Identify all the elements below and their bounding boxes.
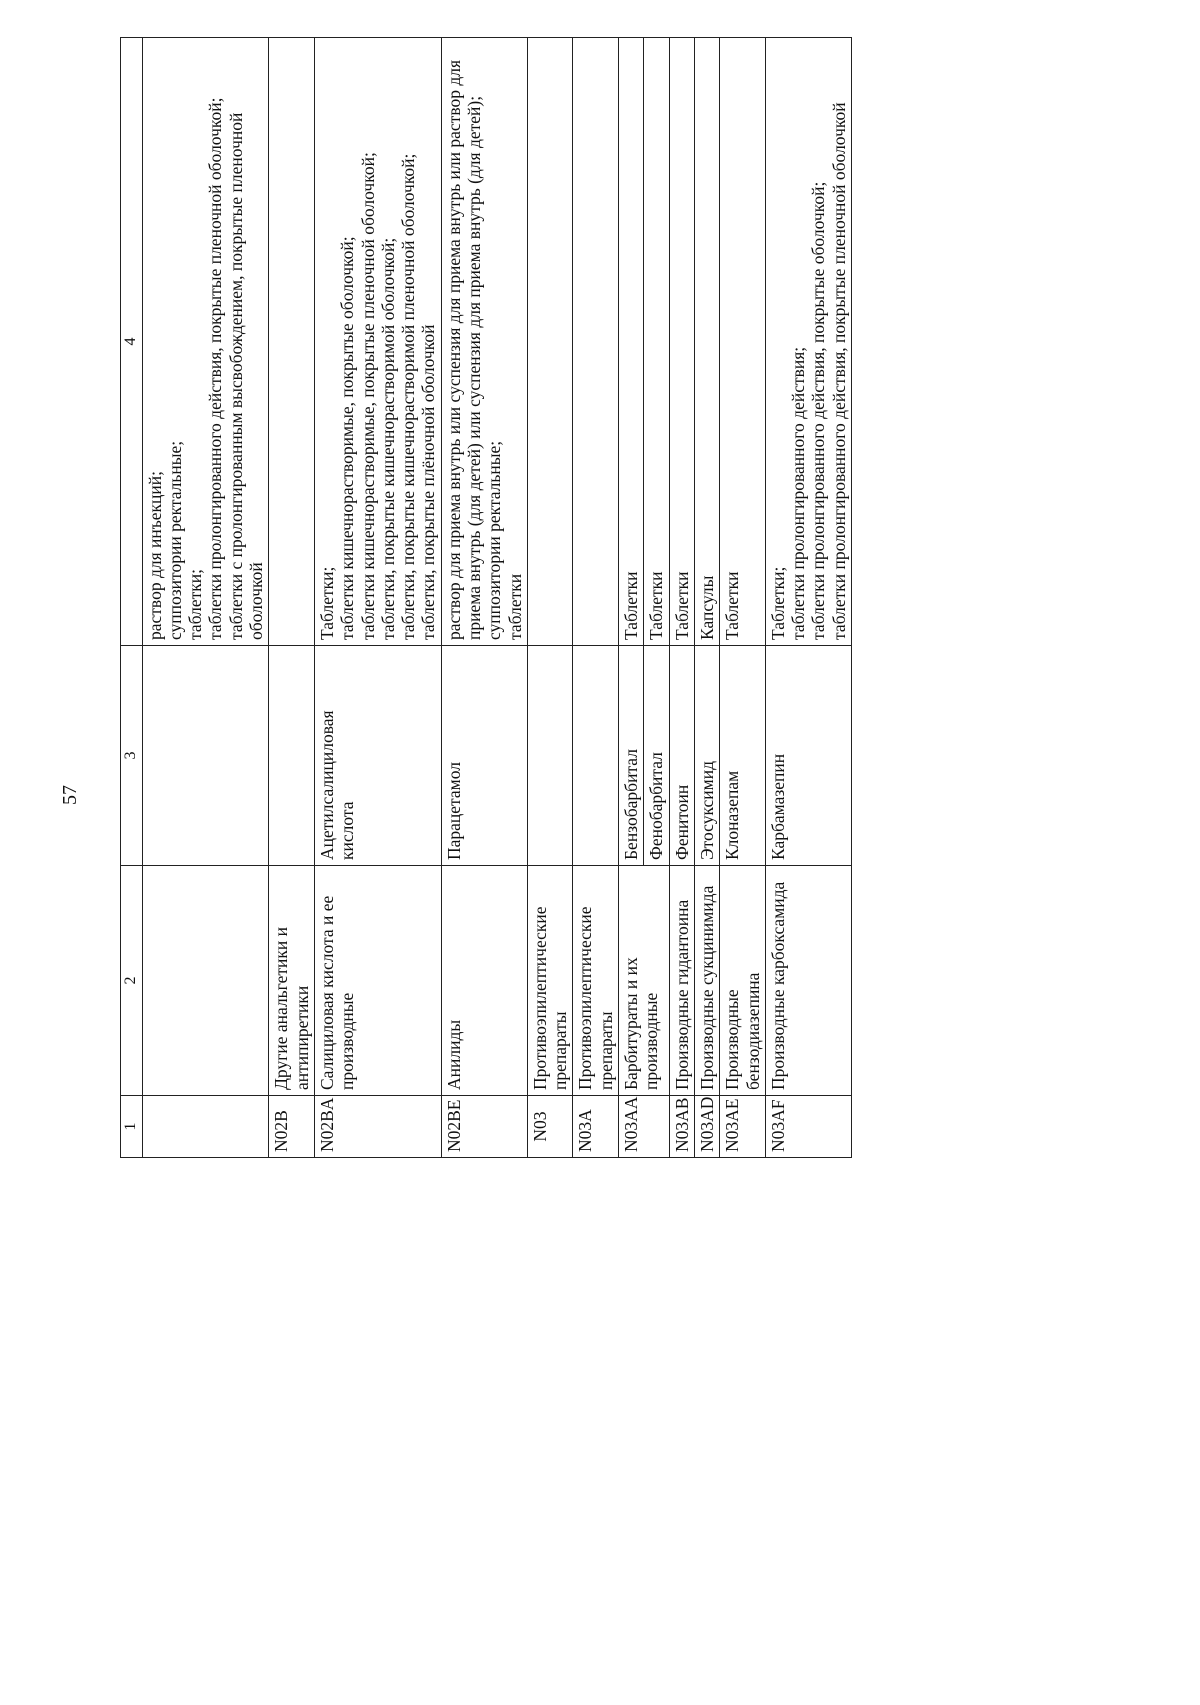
drug-cell: Ацетилсалициловая кислота xyxy=(314,646,441,866)
drug-cell: Клоназепам xyxy=(720,646,766,866)
table-row xyxy=(573,38,619,1158)
table-row xyxy=(441,38,527,1158)
group-cell: Производные бензодиазепина xyxy=(720,866,766,1096)
form-line: таблетки пролонгированного действия; xyxy=(788,346,809,640)
group-cell: Производные сукцинимида xyxy=(694,866,719,1096)
code-cell: N03AB xyxy=(669,1096,694,1158)
header-col-4: 4 xyxy=(121,38,143,646)
group-cell: Салициловая кислота и ее производные xyxy=(314,866,441,1096)
form-line: таблетки, покрытые кишечнорастворимой оболочкой; xyxy=(377,237,398,640)
form-line: таблетки пролонгированного действия, покрытые пленочной оболочкой xyxy=(828,102,849,640)
drug-name: Фенобарбитал xyxy=(646,752,667,860)
page-number: 57 xyxy=(59,785,81,805)
table-container xyxy=(120,38,1200,1152)
code-cell: N03AA xyxy=(619,1096,670,1158)
drug-cell: Фенитоин xyxy=(669,646,694,866)
drug-cell xyxy=(142,646,269,866)
forms-cell xyxy=(269,38,315,646)
group-cell: Производные гидантоина xyxy=(669,866,694,1096)
code-cell: N03AE xyxy=(720,1096,766,1158)
form-line: Таблетки; xyxy=(316,566,337,640)
table-row xyxy=(314,38,441,1158)
form-line: раствор для приема внутрь или суспензия для приема внутрь или раствор для приема внутрь (для детей) или суспензия для приема внутрь (для детей); xyxy=(443,59,484,640)
drug-cell xyxy=(619,646,670,866)
form-line: Таблетки xyxy=(619,38,644,645)
forms-cell xyxy=(527,38,573,646)
forms-cell xyxy=(573,38,619,646)
drug-cell: Карбамазепин xyxy=(765,646,851,866)
table-header-row xyxy=(121,38,143,1158)
header-col-3: 3 xyxy=(121,646,143,866)
form-line: раствор для инъекций; xyxy=(144,470,165,640)
forms-cell xyxy=(441,38,527,646)
code-cell: N02BA xyxy=(314,1096,441,1158)
forms-cell xyxy=(314,38,441,646)
header-col-1: 1 xyxy=(121,1096,143,1158)
group-cell: Противоэпилептические препараты xyxy=(527,866,573,1096)
table-row xyxy=(765,38,851,1158)
form-line: таблетки кишечнорастворимые, покрытые пленочной оболочкой; xyxy=(357,152,378,640)
header-col-2: 2 xyxy=(121,866,143,1096)
group-cell: Другие анальгетики и антипиретики xyxy=(269,866,315,1096)
form-line: таблетки с пролонгированным высвобождением, покрытые пленочной оболочкой xyxy=(225,112,267,640)
table-row xyxy=(142,38,269,1158)
form-line: таблетки пролонгированного действия, покрытые пленочной оболочкой; xyxy=(205,97,226,640)
code-cell: N03AF xyxy=(765,1096,851,1158)
drug-classification-table xyxy=(120,37,852,1158)
code-cell xyxy=(142,1096,269,1158)
forms-cell xyxy=(765,38,851,646)
drug-cell xyxy=(573,646,619,866)
form-line: суппозитории ректальные; xyxy=(484,440,505,640)
forms-cell: Капсулы xyxy=(694,38,719,646)
code-cell: N03 xyxy=(527,1096,573,1158)
forms-cell xyxy=(619,38,670,646)
form-line: таблетки пролонгированного действия, покрытые оболочкой; xyxy=(808,181,829,640)
code-cell: N03A xyxy=(573,1096,619,1158)
table-row xyxy=(720,38,766,1158)
group-cell: Противоэпилептические препараты xyxy=(573,866,619,1096)
table-row xyxy=(669,38,694,1158)
table-row xyxy=(527,38,573,1158)
form-line: Таблетки xyxy=(646,571,667,640)
forms-cell xyxy=(142,38,269,646)
group-cell: Анилиды xyxy=(441,866,527,1096)
drug-cell xyxy=(269,646,315,866)
table-row xyxy=(694,38,719,1158)
code-cell: N02BE xyxy=(441,1096,527,1158)
drug-cell xyxy=(527,646,573,866)
drug-cell: Парацетамол xyxy=(441,646,527,866)
drug-cell: Этосуксимид xyxy=(694,646,719,866)
rotated-table-frame xyxy=(120,38,1035,1158)
group-cell: Производные карбоксамида xyxy=(765,866,851,1096)
form-line: суппозитории ректальные; xyxy=(164,440,185,640)
form-line: таблетки, покрытые кишечнорастворимой пленочной оболочкой; xyxy=(398,153,419,640)
form-line: таблетки; xyxy=(185,569,206,640)
forms-cell: Таблетки xyxy=(720,38,766,646)
forms-cell: Таблетки xyxy=(669,38,694,646)
code-cell: N03AD xyxy=(694,1096,719,1158)
drug-name: Бензобарбитал xyxy=(619,646,644,865)
group-cell: Барбитураты и их производные xyxy=(619,866,670,1096)
form-line: Таблетки; xyxy=(767,566,788,640)
table-row xyxy=(619,38,670,1158)
table-row xyxy=(269,38,315,1158)
form-line: таблетки кишечнорастворимые, покрытые оболочкой; xyxy=(337,236,358,640)
form-line: таблетки, покрытые плёночной оболочкой xyxy=(418,324,439,640)
code-cell: N02B xyxy=(269,1096,315,1158)
group-cell xyxy=(142,866,269,1096)
form-line: таблетки xyxy=(504,573,525,640)
